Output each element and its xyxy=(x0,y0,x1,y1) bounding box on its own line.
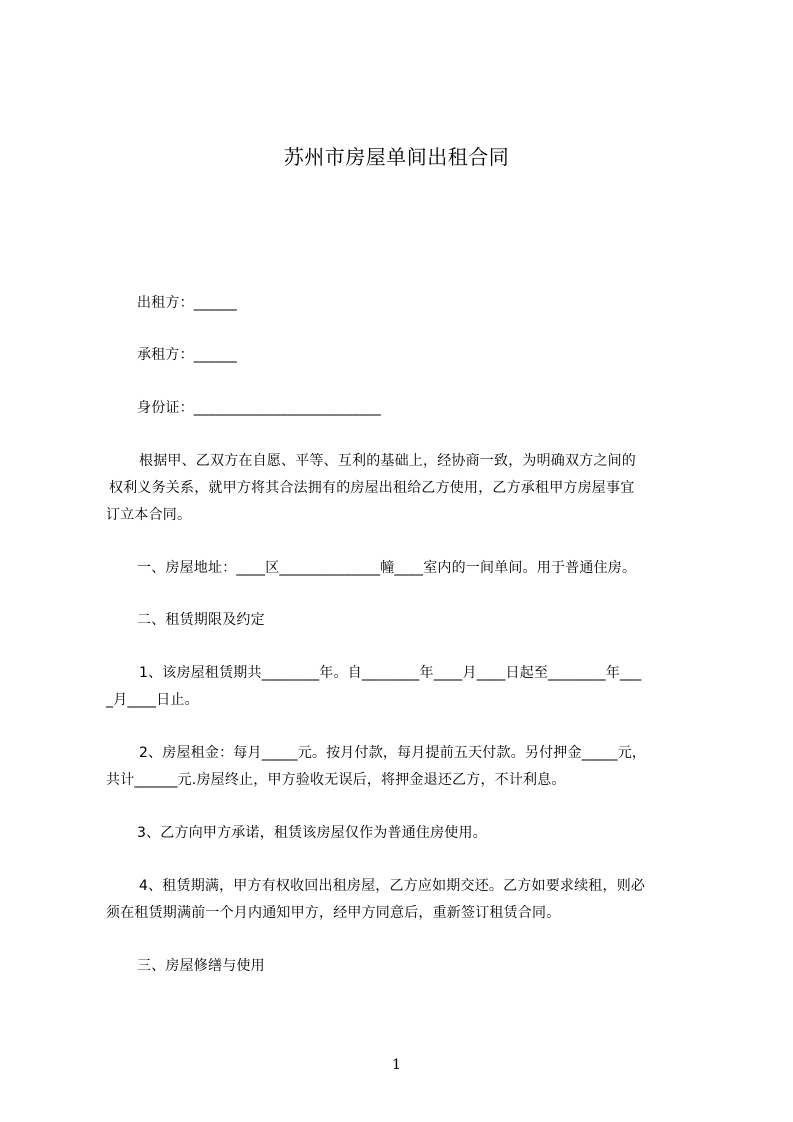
preamble-line-2: 权利义务关系，就甲方将其合法拥有的房屋出租给乙方使用，乙方承租甲方房屋事宜 xyxy=(109,480,635,496)
section-1-address: 一、房屋地址：____区______________幢____室内的一间单间。用于普通住房。 xyxy=(137,560,637,576)
preamble-line-1: 根据甲、乙双方在自愿、平等、互利的基础上，经协商一致，为明确双方之间的 xyxy=(139,453,636,469)
section-3-heading: 三、房屋修缮与使用 xyxy=(137,958,265,974)
lessor-field: 出租方：______ xyxy=(137,295,237,311)
lessee-field: 承租方：______ xyxy=(137,347,237,363)
document-title: 苏州市房屋单间出租合同 xyxy=(283,145,510,169)
clause-4-line-2: 须在租赁期满前一个月内通知甲方，经甲方同意后，重新签订租赁合同。 xyxy=(106,905,561,921)
clause-1-line-1: 1、该房屋租赁期共________年。自________年____月____日起至________年___ xyxy=(139,665,642,681)
preamble-line-3: 订立本合同。 xyxy=(106,507,192,523)
section-2-heading: 二、租赁期限及约定 xyxy=(137,612,265,628)
clause-1-line-2: _月____日止。 xyxy=(106,692,199,708)
page-number: 1 xyxy=(392,1057,401,1073)
id-card-field: 身份证：__________________________ xyxy=(137,400,381,416)
clause-2-line-1: 2、房屋租金：每月_____元。按月付款，每月提前五天付款。另付押金_____元， xyxy=(139,745,647,761)
clause-3-line-1: 3、乙方向甲方承诺，租赁该房屋仅作为普通住房使用。 xyxy=(137,825,487,841)
clause-2-line-2: 共计______元.房屋终止，甲方验收无误后，将押金退还乙方，不计利息。 xyxy=(106,772,566,788)
clause-4-line-1: 4、租赁期满，甲方有权收回出租房屋，乙方应如期交还。乙方如要求续租，则必 xyxy=(139,878,646,894)
